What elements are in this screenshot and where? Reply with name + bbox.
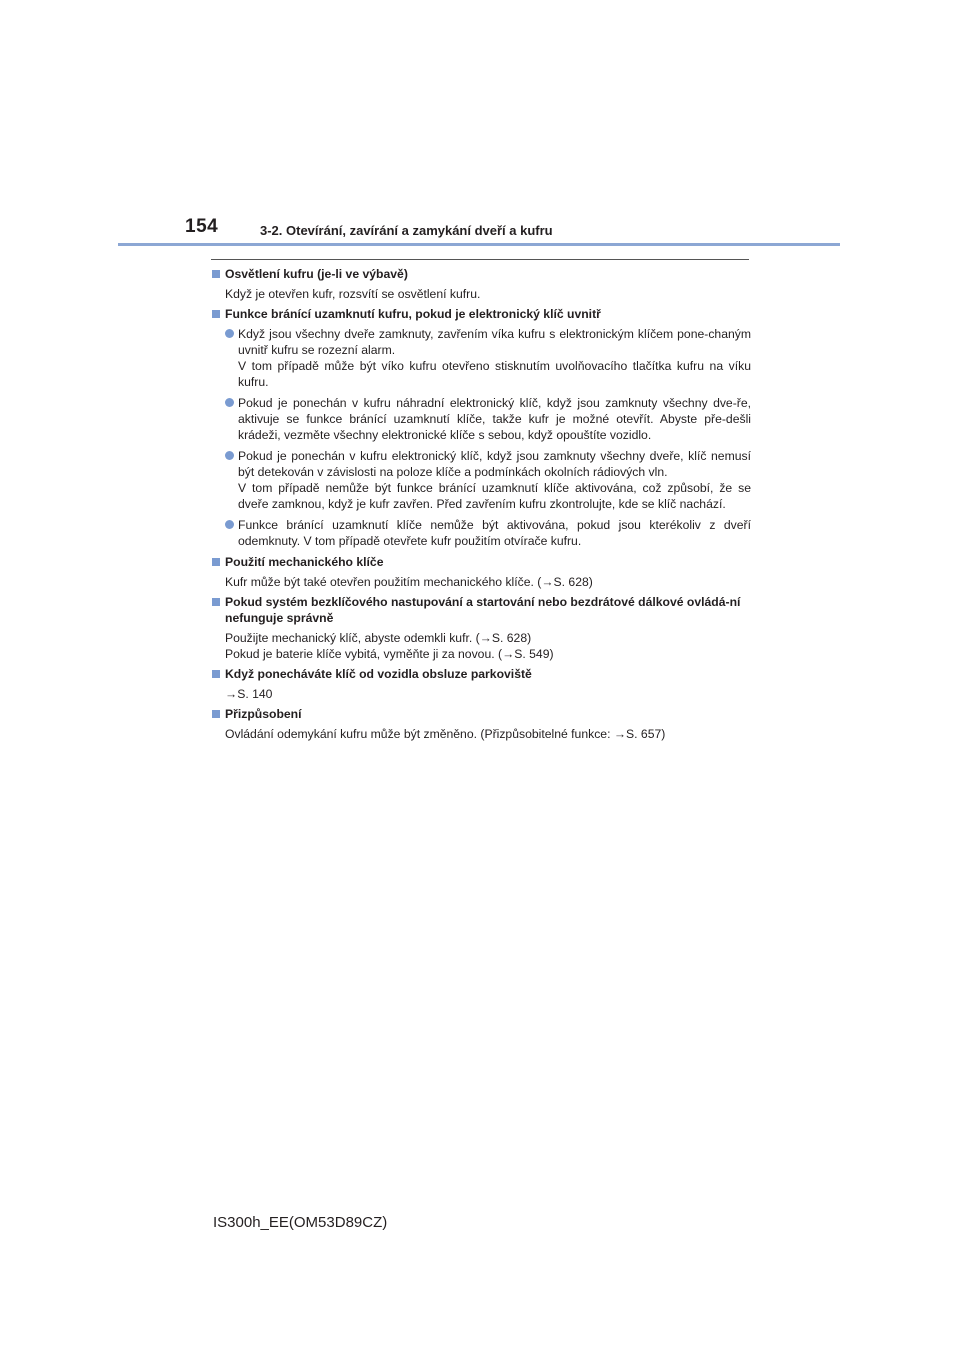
bullet-line: V tom případě může být víko kufru otevřeno stisknutím uvolňovacího tlačítka kufru na víku kufru.: [238, 359, 751, 389]
section-heading: [211, 594, 751, 626]
body-text: [225, 726, 751, 742]
bullet-item: [225, 448, 751, 512]
body-text: [225, 574, 751, 590]
body-line: Kufr může být také otevřen použitím mechanického klíče. (→S. 628): [225, 575, 593, 589]
heading-text: Osvětlení kufru (je-li ve výbavě): [225, 267, 408, 281]
section-heading: [211, 706, 751, 722]
bullet-item: [225, 395, 751, 443]
body-line: Použijte mechanický klíč, abyste odemkli kufr. (→S. 628): [225, 631, 532, 645]
section-heading: [211, 266, 751, 282]
bullet-item: [225, 326, 751, 390]
section-heading: [211, 666, 751, 682]
square-bullet-icon: [212, 670, 220, 678]
bullet-text: [238, 517, 751, 549]
round-bullet-icon: [225, 398, 234, 407]
content: [211, 266, 751, 746]
body-text: [225, 286, 751, 302]
section-valet: [211, 666, 751, 702]
bullet-text: [238, 395, 751, 443]
square-bullet-icon: [212, 310, 220, 318]
footer-model-code: IS300h_EE(OM53D89CZ): [213, 1214, 388, 1231]
bullet-line: Funkce bránící uzamknutí klíče nemůže být aktivována, pokud jsou kterékoliv z dveří odemknuty. V tom případě otevřete kufr použitím otvírače kufru.: [238, 518, 751, 548]
round-bullet-icon: [225, 451, 234, 460]
bullet-line: Pokud je ponechán v kufru náhradní elektronický klíč, když jsou zamknuty všechny dve-ře, aktivuje se funkce bránící uzamknutí klíče, takže kufr je možné otevřít. Abyste pře-dešli krádeži, vezměte všechny elektronické klíče s sebou, když opouštíte vozidlo.: [238, 396, 751, 442]
bullet-text: [238, 326, 751, 390]
section-customization: [211, 706, 751, 742]
section-trunk-light: [211, 266, 751, 302]
heading-text: Použití mechanického klíče: [225, 555, 384, 569]
bullet-line: V tom případě nemůže být funkce bránící uzamknutí klíče aktivována, což způsobí, že se dveře zamknou, když je kufr zavřen. Před zavřením kufru zkontrolujte, kde se klíč nachází.: [238, 481, 751, 511]
body-line: Ovládání odemykání kufru může být změněno. (Přizpůsobitelné funkce: →S. 657): [225, 727, 666, 741]
body-text: [225, 630, 751, 662]
bullet-line: Když jsou všechny dveře zamknuty, zavřením víka kufru s elektronickým klíčem pone-chaným uvnitř kufru se rozezní alarm.: [238, 327, 751, 357]
body-line: Když je otevřen kufr, rozsvítí se osvětlení kufru.: [225, 287, 481, 301]
bullet-text: [238, 448, 751, 512]
heading-text: Když ponecháváte klíč od vozidla obsluze parkoviště: [225, 667, 532, 681]
section-heading: [211, 554, 751, 570]
square-bullet-icon: [212, 270, 220, 278]
body-text: [225, 686, 751, 702]
square-bullet-icon: [212, 598, 220, 606]
heading-text: Pokud systém bezklíčového nastupování a startování nebo bezdrátové dálkové ovládá-ní nefunguje správně: [225, 595, 741, 625]
header-rule: [118, 243, 840, 246]
square-bullet-icon: [212, 710, 220, 718]
page-reference-link: →S. 140: [225, 687, 273, 701]
section-key-lockout-prevention: [211, 306, 751, 549]
section-heading: [211, 306, 751, 322]
bullet-item: [225, 517, 751, 549]
section-mechanical-key: [211, 554, 751, 590]
page-number: 154: [185, 216, 219, 237]
content-rule: [211, 259, 749, 260]
bullet-line: Pokud je ponechán v kufru elektronický klíč, když jsou zamknuty všechny dveře, klíč nemusí být detekován v závislosti na poloze klíče a podmínkách okolních rádiových vln.: [238, 449, 751, 479]
square-bullet-icon: [212, 558, 220, 566]
heading-text: Přizpůsobení: [225, 707, 302, 721]
body-line: Pokud je baterie klíče vybitá, vyměňte ji za novou. (→S. 549): [225, 647, 554, 661]
round-bullet-icon: [225, 329, 234, 338]
heading-text: Funkce bránící uzamknutí kufru, pokud je elektronický klíč uvnitř: [225, 307, 601, 321]
section-smart-entry-malfunction: [211, 594, 751, 662]
round-bullet-icon: [225, 520, 234, 529]
chapter-title: 3-2. Otevírání, zavírání a zamykání dveří a kufru: [260, 223, 553, 238]
